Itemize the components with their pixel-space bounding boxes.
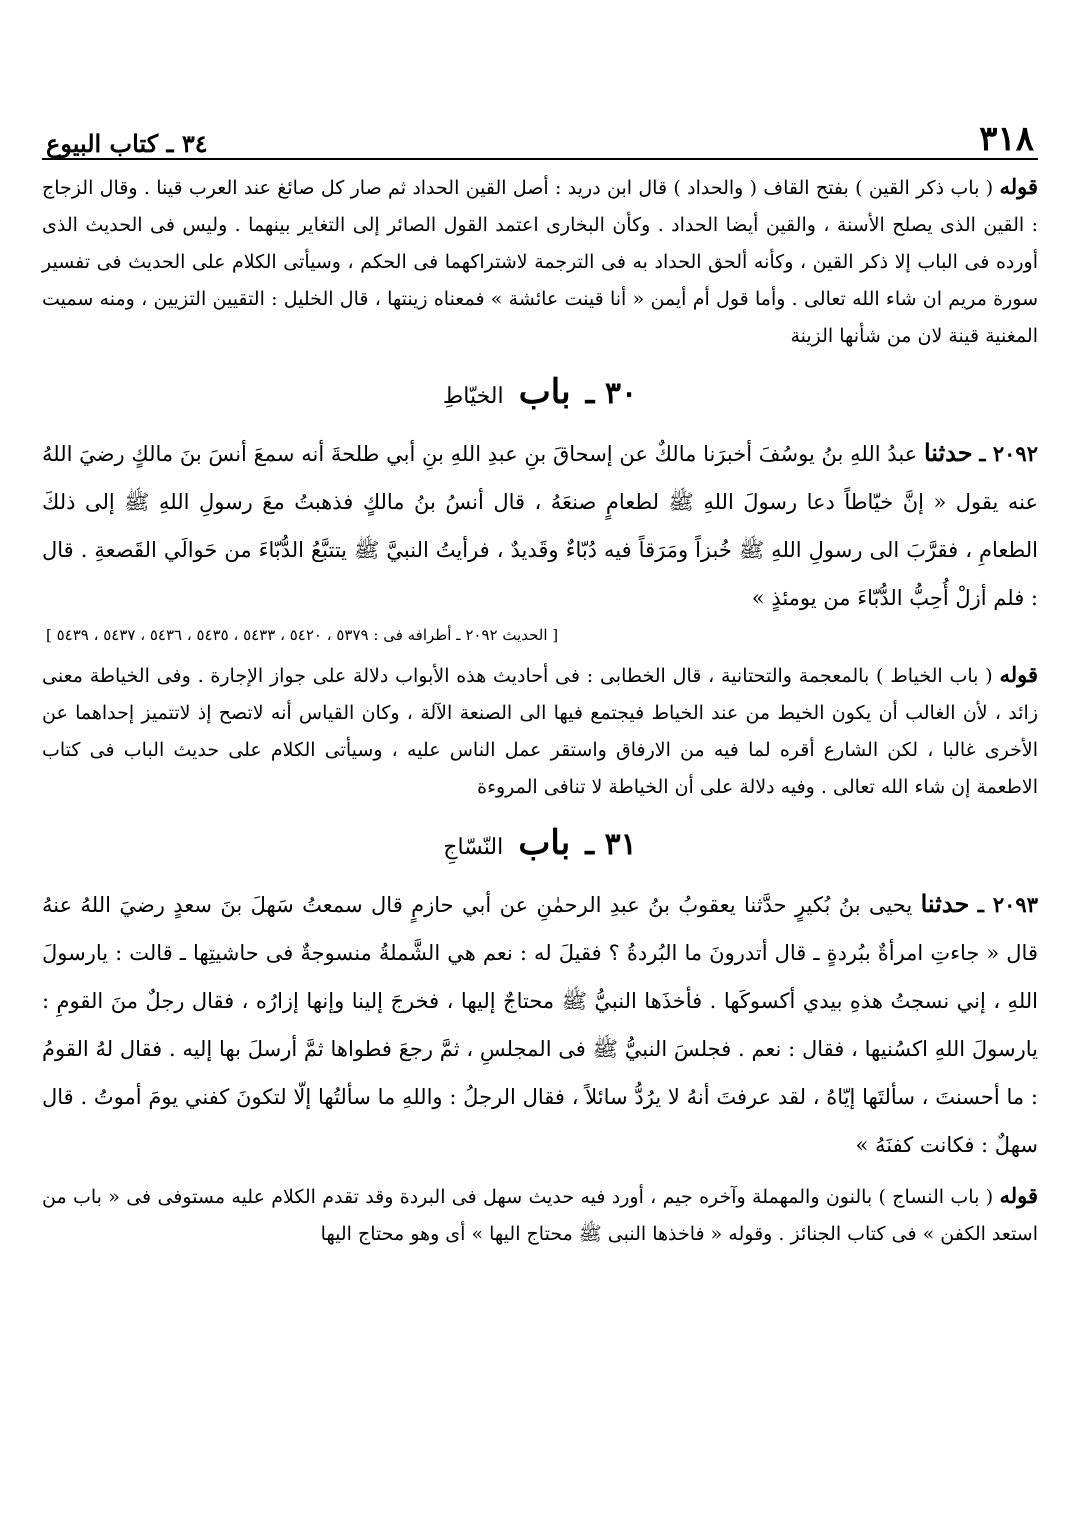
hadith-2092 <box>42 429 1038 648</box>
chapter-number: ٣١ ـ <box>585 827 637 862</box>
commentary-bab-al-khayyat <box>42 656 1038 806</box>
commentary-bab-al-qayn <box>42 168 1038 355</box>
chapter-word: باب <box>518 372 571 412</box>
commentary-text: ( باب الخياط ) بالمعجمة والتحتانية ، قال الخطابى : فى أحاديث هذه الأبواب دلالة على جواز الإجارة . وفى الخياطة معنى زائد ، لأن الغالب أن يكون الخيط من عند الخياط فيجتمع فيها الى الصنعة الآلة ، وكان القياس أنه لاتصح إذ لاتتميز إحداهما عن الأخرى غالبا ، لكن الشارع أقره لما فيه من الارفاق واستقر عمل الناس عليه ، وسيأتى الكلام على حديث الباب فى كتاب الاطعمة إن شاء الله تعالى . وفيه دلالة على أن الخياطة لا تنافى المروءة <box>42 665 1038 798</box>
book-title: ٣٤ ـ كتاب البيوع <box>46 129 208 158</box>
commentary-lead-word: قوله <box>999 662 1038 687</box>
commentary-lead-word: قوله <box>999 1183 1038 1208</box>
hadith-text: عبدُ اللهِ بنُ يوسُفَ أخبرَنا مالكٌ عن إسحاقَ بنِ عبدِ اللهِ بنِ أبي طلحةَ أنه سمعَ أنسَ بنَ مالكٍ رضيَ اللهُ عنه يقول « إنَّ خيّاطاً دعا رسولَ اللهِ ﷺ لطعامٍ صنعَهُ ، قال أنسُ بنُ مالكٍ فذهبتُ معَ رسولِ اللهِ ﷺ إلى ذلكَ الطعامِ ، فقرَّبَ الى رسولِ اللهِ ﷺ خُبزاً ومَرَقاً فيه دُبّاءٌ وقَديدٌ ، فرأيتُ النبيَّ ﷺ يتتبَّعُ الدُّبّاءَ من حَوالَي القَصعةِ . قال : فلم أزلْ أُحِبُّ الدُّبّاءَ من يومئذٍ » <box>42 442 1038 610</box>
page-header <box>42 110 1038 160</box>
commentary-text: ( باب النساج ) بالنون والمهملة وآخره جيم ، أورد فيه حديث سهل فى البردة وقد تقدم الكلام عليه مستوفى فى « باب من استعد الكفن » فى كتاب الجنائز . وقوله « فاخذها النبى ﷺ محتاج اليها » أى وهو محتاج اليها <box>42 1186 1038 1245</box>
chapter-heading-31 <box>42 814 1038 872</box>
hadith-text-block <box>42 880 1038 1169</box>
chapter-word: باب <box>518 823 571 863</box>
hadith-number: ٢٠٩٣ ـ <box>977 892 1038 917</box>
chapter-topic: النّسّاجِ <box>443 835 504 860</box>
hadith-number: ٢٠٩٢ ـ <box>979 441 1038 466</box>
hadith-2093 <box>42 880 1038 1169</box>
commentary-paragraph <box>42 656 1038 806</box>
hadith-references: [ الحديث ٢٠٩٢ ـ أطرافه فى : ٥٣٧٩ ، ٥٤٢٠ ، ٥٤٣٣ ، ٥٤٣٥ ، ٥٤٣٦ ، ٥٤٣٧ ، ٥٤٣٩ ] <box>46 626 559 644</box>
commentary-bab-al-nassaj <box>42 1177 1038 1253</box>
hadith-lead-word: حدثنا <box>923 438 973 467</box>
hadith-text: يحيى بنُ بُكيرٍ حدَّثنا يعقوبُ بنُ عبدِ الرحمٰنِ عن أبي حازمٍ قال سمعتُ سَهلَ بنَ سعدٍ رضيَ اللهُ عنهُ قال « جاءتِ امرأةٌ ببُردةٍ ـ قال أتدرونَ ما البُردةُ ؟ فقيلَ له : نعم هي الشَّملةُ منسوجةٌ فى حاشيتِها ـ قالت : يارسولَ اللهِ ، إني نسجتُ هذهِ بيدي أكسوكَها . فأخذَها النبيُّ ﷺ محتاجٌ إليها ، فخرجَ إلينا وإنها إزارُه ، فقال رجلٌ منَ القومِ : يارسولَ اللهِ اكسُنيها ، فقال : نعم . فجلسَ النبيُّ ﷺ فى المجلسِ ، ثمَّ رجعَ فطواها ثمَّ أرسلَ بها إليه . فقال لهُ القومُ : ما أحسنتَ ، سألتَها إيّاهُ ، لقد عرفتَ أنهُ لا يرُدُّ سائلاً ، فقال الرجلُ : واللهِ ما سألتُها إلّا لتكونَ كفني يومَ أموتُ . قال سهلٌ : فكانت كفنَهُ » <box>42 893 1038 1157</box>
chapter-heading-30 <box>42 363 1038 421</box>
chapter-number: ٣٠ ـ <box>585 376 638 411</box>
chapter-topic: الخيّاطِ <box>442 384 504 409</box>
hadith-lead-word: حدثنا <box>920 889 970 918</box>
hadith-text-block <box>42 429 1038 622</box>
commentary-text: ( باب ذكر القين ) بفتح القاف ( والحداد ) قال ابن دريد : أصل القين الحداد ثم صار كل صائغ عند العرب قينا . وقال الزجاج : القين الذى يصلح الأسنة ، والقين أيضا الحداد . وكأن البخارى اعتمد القول الصائر إلى التغاير بينهما . وليس فى الحديث الذى أورده فى الباب إلا ذكر القين ، وكأنه ألحق الحداد به فى الترجمة لاشتراكهما فى الحكم ، وسيأتى الكلام على الحديث فى تفسير سورة مريم ان شاء الله تعالى . وأما قول أم أيمن « أنا قينت عائشة » فمعناه زينتها ، قال الخليل : التقيين التزيين ، ومنه سميت المغنية قينة لان من شأنها الزينة <box>42 177 1038 347</box>
commentary-paragraph <box>42 1177 1038 1253</box>
page-number: ٣١٨ <box>979 119 1034 159</box>
commentary-paragraph <box>42 168 1038 355</box>
commentary-lead-word: قوله <box>999 174 1038 199</box>
